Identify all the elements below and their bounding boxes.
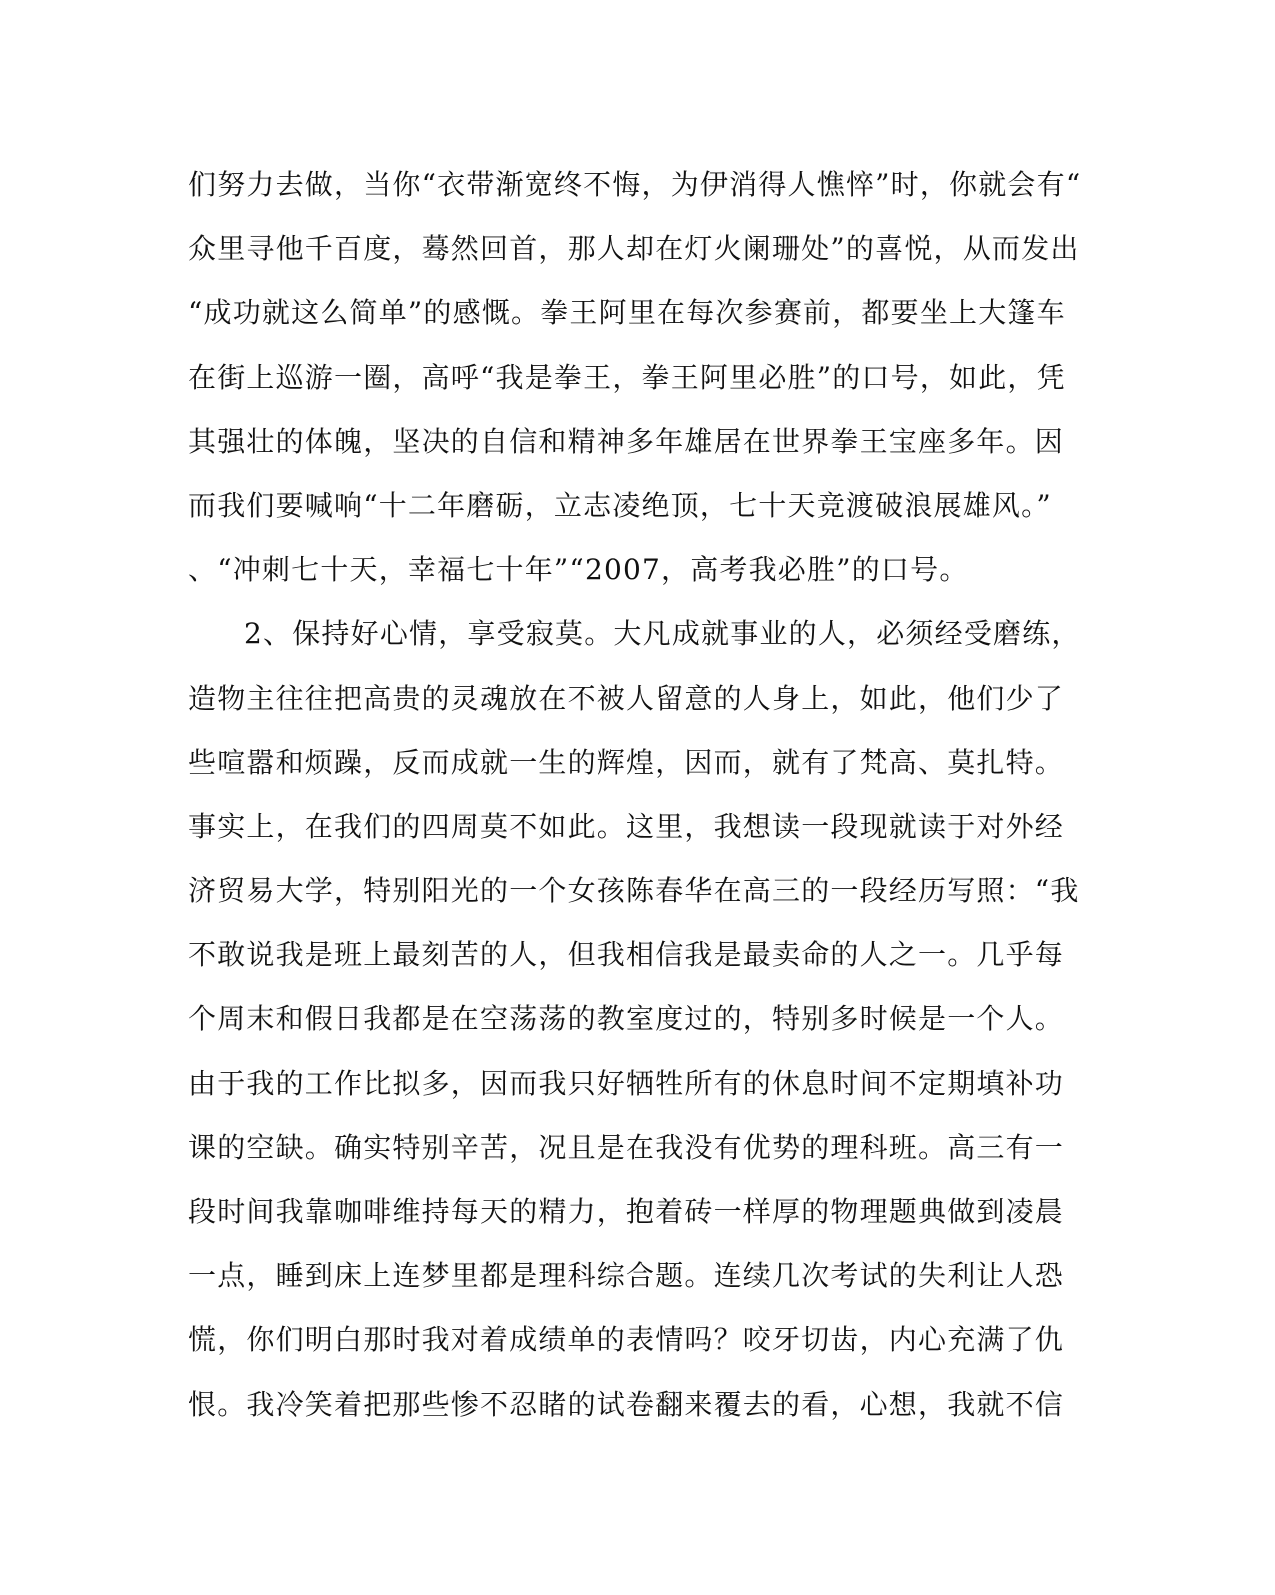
text-line: 段时间我靠咖啡维持每天的精力，抱着砖一样厚的物理题典做到凌晨 [188,1195,1065,1228]
text-line: 济贸易大学，特别阳光的一个女孩陈春华在高三的一段经历写照：“我 [188,874,1080,908]
text-line: 些喧嚣和烦躁，反而成就一生的辉煌，因而，就有了梵高、莫扎特。 [188,745,1065,779]
text-line: 恨。我冷笑着把那些惨不忍睹的试卷翻来覆去的看，心想，我就不信 [188,1387,1065,1421]
text-line: 在街上巡游一圈，高呼“我是拳王，拳王阿里必胜”的口号，如此，凭 [188,360,1066,394]
text-line: 其强壮的体魄，坚决的自信和精神多年雄居在世界拳王宝座多年。因 [188,424,1065,458]
text-line: 而我们要喊响“十二年磨砺，立志凌绝顶，七十天竞渡破浪展雄风。” [188,488,1052,522]
text-line: 由于我的工作比拟多，因而我只好牺牲所有的休息时间不定期填补功 [188,1066,1065,1100]
body-text [188,153,1082,1437]
text-line: “成功就这么简单”的感慨。拳王阿里在每次参赛前，都要坐上大篷车 [188,296,1066,330]
paragraph-start-line: 2、保持好心情，享受寂莫。大凡成就事业的人，必须经受磨练， [244,617,1081,651]
text-line: 一点，睡到床上连梦里都是理科综合题。连续几次考试的失利让人恐 [188,1259,1065,1293]
text-line: 慌，你们明白那时我对着成绩单的表情吗？咬牙切齿，内心充满了仇 [188,1323,1065,1357]
text-line: 课的空缺。确实特别辛苦，况且是在我没有优势的理科班。高三有一 [188,1130,1065,1164]
text-line: 个周末和假日我都是在空荡荡的教室度过的，特别多时候是一个人。 [188,1002,1065,1036]
text-line: 事实上，在我们的四周莫不如此。这里，我想读一段现就读于对外经 [188,809,1065,843]
text-line: 、“冲刺七十天，幸福七十年”“2007，高考我必胜”的口号。 [188,553,969,587]
text-line: 众里寻他千百度，蓦然回首，那人却在灯火阑珊处”的喜悦，从而发出 [188,232,1080,266]
text-line: 不敢说我是班上最刻苦的人，但我相信我是最卖命的人之一。几乎每 [188,938,1065,972]
text-line: 们努力去做，当你“衣带渐宽终不悔，为伊消得人憔悴”时，你就会有“ [188,168,1082,201]
text-line: 造物主往往把高贵的灵魂放在不被人留意的人身上，如此，他们少了 [188,681,1065,715]
